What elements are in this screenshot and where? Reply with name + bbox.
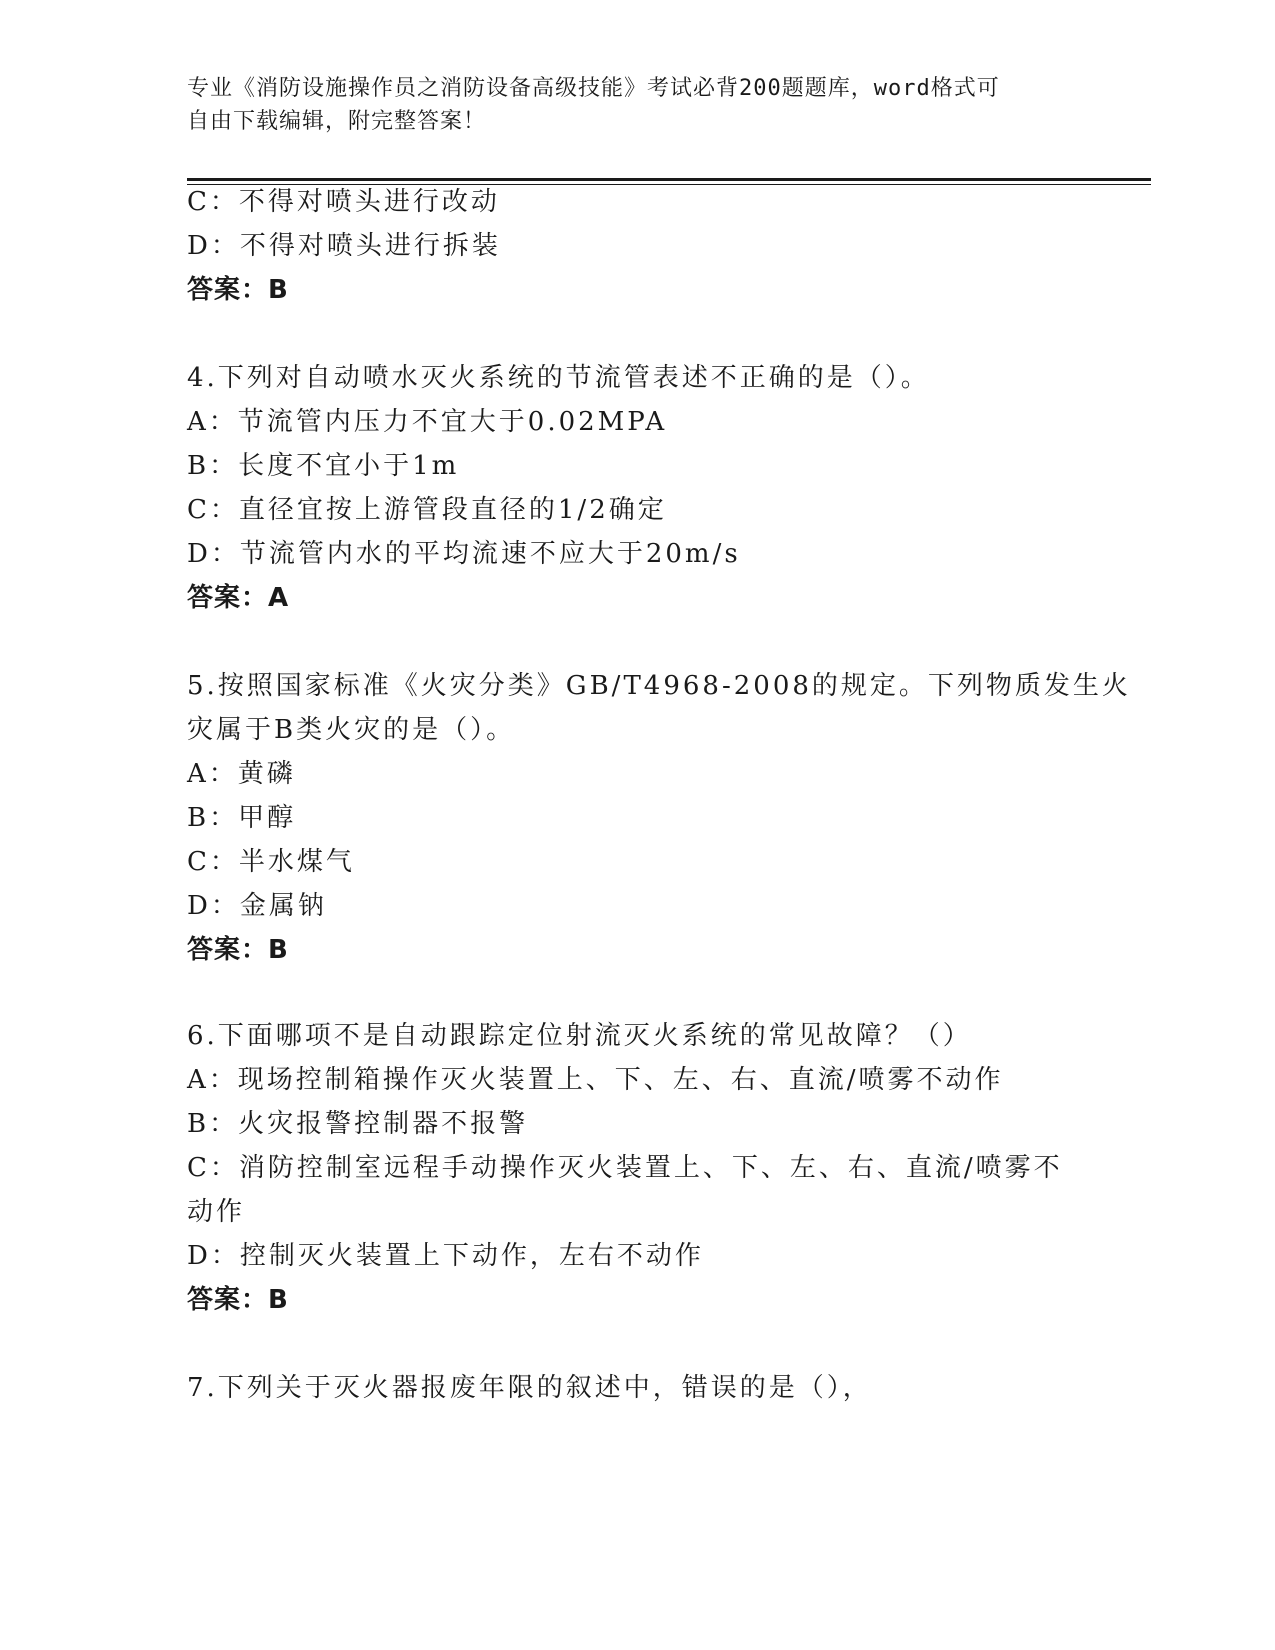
q5-question-line-1: 5.按照国家标准《火灾分类》GB/T4968-2008的规定。下列物质发生火 [187,671,1131,701]
q6-answer: 答案：B [187,1285,289,1315]
q4-option-d: D：节流管内水的平均流速不应大于20m/s [187,539,741,569]
q5-option-b: B：甲醇 [187,803,297,833]
q6-option-c-line-2: 动作 [187,1197,246,1227]
header-divider-thick [187,178,1151,181]
q4-option-c: C：直径宜按上游管段直径的1/2确定 [187,495,667,525]
q6-option-c-line-1: C：消防控制室远程手动操作灭火装置上、下、左、右、直流/喷雾不 [187,1153,1063,1183]
q6-option-a: A：现场控制箱操作灭火装置上、下、左、右、直流/喷雾不动作 [187,1065,1004,1095]
q4-option-a: A：节流管内压力不宜大于0.02MPA [187,407,668,437]
q5-answer: 答案：B [187,935,289,965]
q4-question: 4.下列对自动喷水灭火系统的节流管表述不正确的是（）。 [187,363,930,393]
q3-answer: 答案：B [187,275,289,305]
document-header [187,72,1067,138]
q6-question: 6.下面哪项不是自动跟踪定位射流灭火系统的常见故障？（） [187,1021,972,1051]
header-line-1: 专业《消防设施操作员之消防设备高级技能》考试必背200题题库，word格式可 [187,76,1000,101]
header-divider-thin [187,184,1151,185]
q5-option-c: C：半水煤气 [187,847,355,877]
q4-answer: 答案：A [187,583,290,613]
q5-option-a: A：黄磷 [187,759,296,789]
q3-option-c: C：不得对喷头进行改动 [187,187,500,217]
header-line-2: 自由下载编辑，附完整答案！ [187,109,487,134]
q6-option-d: D：控制灭火装置上下动作，左右不动作 [187,1241,704,1271]
q5-option-d: D：金属钠 [187,891,327,921]
q7-question: 7.下列关于灭火器报废年限的叙述中，错误的是（）， [187,1373,872,1403]
q5-question-line-2: 灾属于B类火灾的是（）。 [187,715,516,745]
q6-option-b: B：火灾报警控制器不报警 [187,1109,529,1139]
q3-option-d: D：不得对喷头进行拆装 [187,231,501,261]
q4-option-b: B：长度不宜小于1m [187,451,460,481]
